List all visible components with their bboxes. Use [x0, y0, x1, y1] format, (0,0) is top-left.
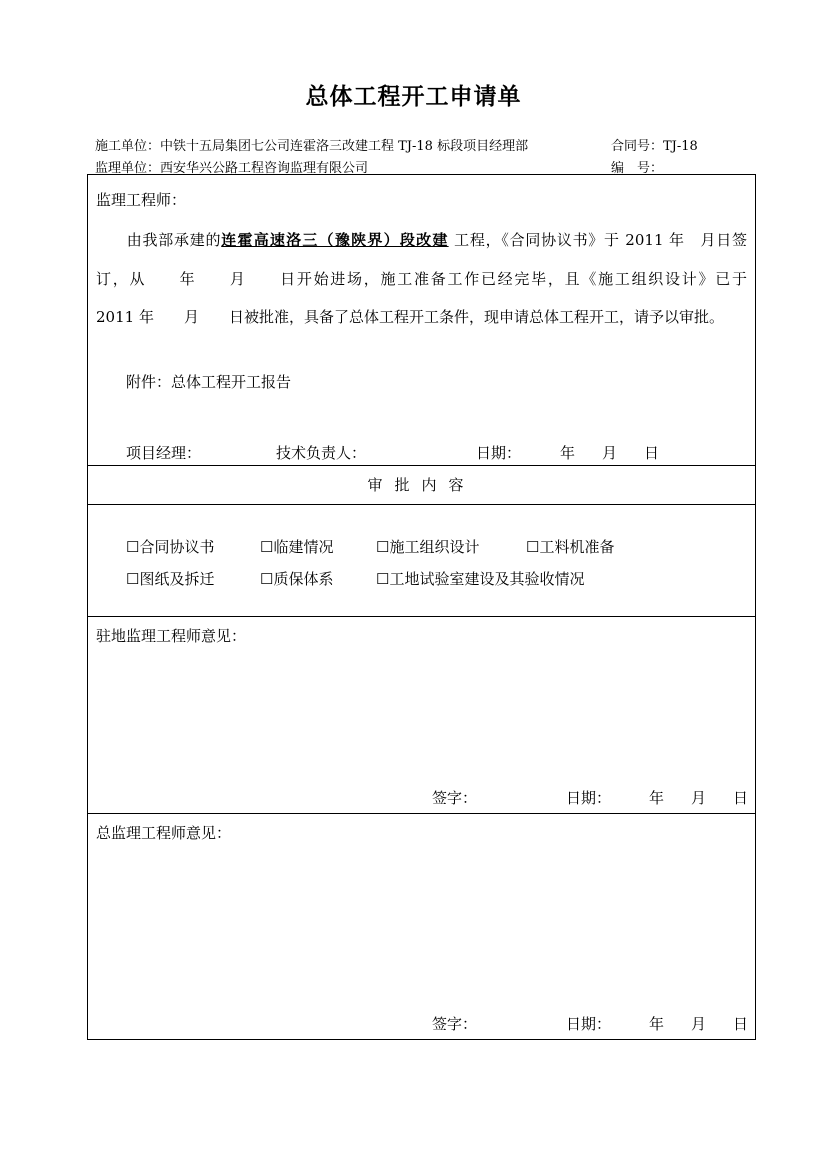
year-label: 年	[649, 1015, 665, 1033]
month-label: 月	[602, 444, 618, 462]
contract-no-label: 合同号：TJ-18	[611, 139, 698, 154]
application-section	[88, 175, 778, 466]
application-form-table	[87, 174, 778, 1040]
application-paragraph	[96, 221, 778, 337]
checkbox-labor-material-machine[interactable]: ☐工料机准备	[526, 538, 615, 556]
text-before-project: 由我部承建的	[126, 231, 222, 249]
sign-label: 签字：	[432, 789, 478, 807]
month-label: 月	[691, 1015, 707, 1033]
date-label: 日期：	[566, 789, 612, 807]
review-heading-cell	[88, 466, 756, 505]
checkbox-site-lab[interactable]: ☐工地试验室建设及其验收情况	[376, 570, 585, 588]
checkbox-quality-system[interactable]: ☐质保体系	[260, 570, 334, 588]
salutation: 监理工程师：	[96, 191, 187, 209]
chief-opinion-cell	[88, 814, 756, 1040]
year-label: 年	[649, 789, 665, 807]
tech-lead-label: 技术负责人：	[276, 444, 367, 462]
resident-opinion-label: 驻地监理工程师意见：	[96, 627, 247, 645]
day-label: 日	[733, 789, 749, 807]
date-label: 日期：	[476, 444, 522, 462]
checkbox-temporary-works[interactable]: ☐临建情况	[260, 538, 334, 556]
checkbox-contract-agreement[interactable]: ☐合同协议书	[126, 538, 215, 556]
text-after-project: 工程，《合同协议书》于 2011 年 月日签订，从 年 月 日开始进场，施工准备工作已经完毕，且《施工组织设计》已于 2011 年 月 日被批准，具备了总体工程开工条件，现申请总体工程开工，请予以审批。	[96, 231, 778, 326]
checkbox-drawings-demolition[interactable]: ☐图纸及拆迁	[126, 570, 215, 588]
chief-opinion-label: 总监理工程师意见：	[96, 824, 232, 842]
date-label: 日期：	[566, 1015, 612, 1033]
contractor-label: 施工单位：中铁十五局集团七公司连霍洛三改建工程 TJ-18 标段项目经理部	[95, 139, 529, 154]
attachment-label: 附件：总体工程开工报告	[126, 373, 292, 391]
checkbox-construction-design[interactable]: ☐施工组织设计	[376, 538, 480, 556]
page-title: 总体工程开工申请单	[305, 84, 522, 110]
manager-label: 项目经理：	[126, 444, 202, 462]
year-label: 年	[560, 444, 576, 462]
review-heading: 审批内容	[367, 476, 476, 494]
resident-opinion-cell	[88, 617, 756, 814]
supervisor-label: 监理单位：西安华兴公路工程咨询监理有限公司	[95, 161, 369, 176]
month-label: 月	[691, 789, 707, 807]
serial-label: 编 号：	[611, 161, 664, 176]
sign-label: 签字：	[432, 1015, 478, 1033]
day-label: 日	[733, 1015, 749, 1033]
project-name: 连霍高速洛三（豫陕界）段改建	[221, 231, 449, 249]
review-items-cell	[88, 505, 756, 617]
day-label: 日	[644, 444, 660, 462]
